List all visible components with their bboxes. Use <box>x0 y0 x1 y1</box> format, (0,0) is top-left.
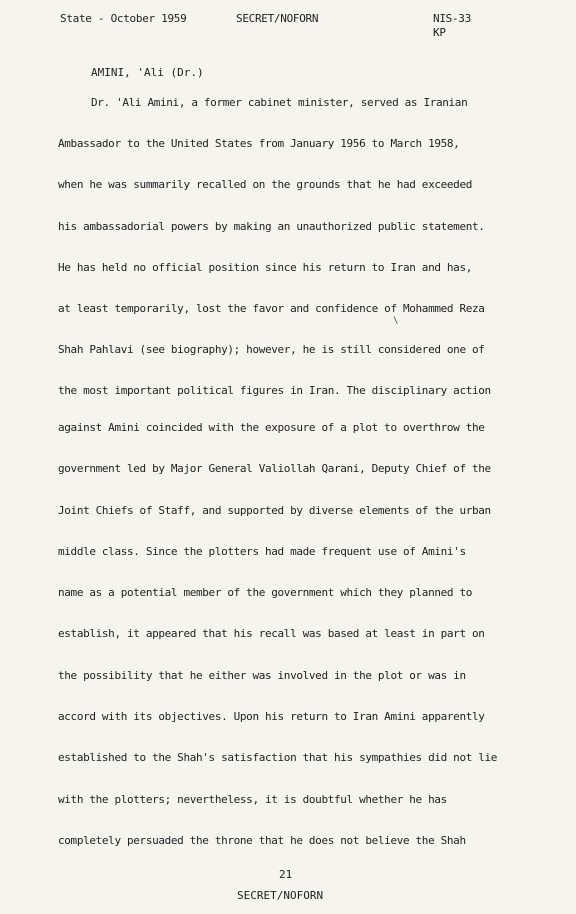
body-line: at least temporarily, lost the favor and confidence of Mohammed Reza <box>58 302 485 315</box>
stray-pen-mark: \ <box>393 316 399 326</box>
header-doc-code: KP <box>433 26 446 39</box>
body-line: against Amini coincided with the exposure of a plot to overthrow the <box>58 421 485 434</box>
body-line: Ambassador to the United States from January 1956 to March 1958, <box>58 137 460 150</box>
body-line: Shah Pahlavi (see biography); however, he is still considered one of <box>58 343 485 356</box>
page-number: 21 <box>279 868 293 881</box>
body-line: accord with its objectives. Upon his return to Iran Amini apparently <box>58 710 485 723</box>
body-line: establish, it appeared that his recall was based at least in part on <box>58 627 485 640</box>
header-date: State - October 1959 <box>60 12 187 25</box>
header-doc-id: NIS-33 <box>433 12 471 25</box>
footer-classification: SECRET/NOFORN <box>237 889 324 902</box>
body-line: Joint Chiefs of Staff, and supported by diverse elements of the urban <box>58 504 491 517</box>
body-line: his ambassadorial powers by making an unauthorized public statement. <box>58 220 485 233</box>
subject-heading: AMINI, 'Ali (Dr.) <box>91 66 204 79</box>
body-line: established to the Shah's satisfaction that his sympathies did not lie <box>58 751 498 764</box>
body-line: government led by Major General Valiollah Qarani, Deputy Chief of the <box>58 462 491 475</box>
header-classification: SECRET/NOFORN <box>236 12 319 25</box>
body-line: completely persuaded the throne that he does not believe the Shah <box>58 834 466 847</box>
body-line: when he was summarily recalled on the grounds that he had exceeded <box>58 178 472 191</box>
body-line: the most important political figures in Iran. The disciplinary action <box>58 384 491 397</box>
body-line: He has held no official position since his return to Iran and has, <box>58 261 472 274</box>
body-line: middle class. Since the plotters had made frequent use of Amini's <box>58 545 466 558</box>
body-line: with the plotters; nevertheless, it is doubtful whether he has <box>58 793 447 806</box>
body-line: Dr. 'Ali Amini, a former cabinet minister, served as Iranian <box>91 96 468 109</box>
body-line: the possibility that he either was involved in the plot or was in <box>58 669 466 682</box>
body-line: name as a potential member of the government which they planned to <box>58 586 472 599</box>
